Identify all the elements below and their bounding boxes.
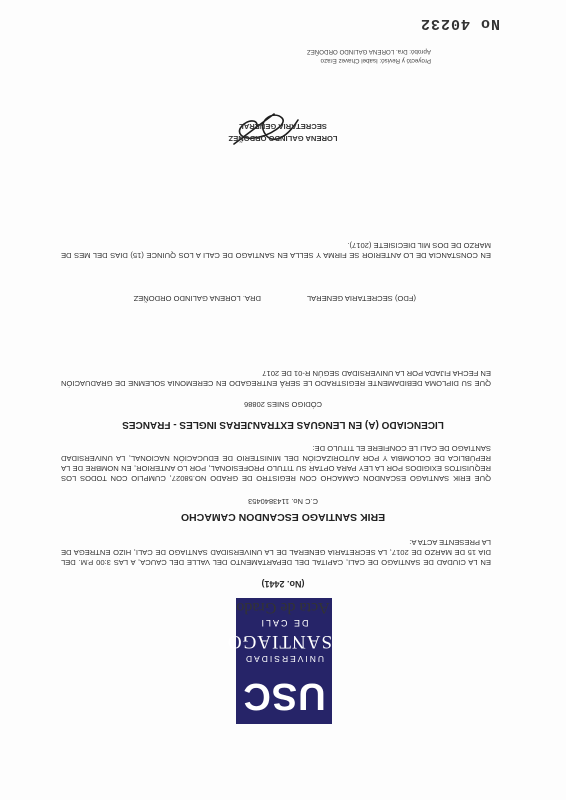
graduate-name: ERIK SANTIAGO ESCANDON CAMACHO xyxy=(180,511,386,523)
logo-acronym: USC xyxy=(242,675,326,717)
diploma-note: QUE SU DIPLOMA DEBIDAMENTE REGISTRADO LE SERÁ ENTREGADO EN CEREMONIA SOLEMNE DE GRADUACIÓN EN FECHA FIJADA POR LA UNIVERSIDAD SEGÚN R-01 DE 2017 xyxy=(61,369,491,388)
graduate-id: C.C No. 1143840453 xyxy=(248,497,318,506)
act-number: (No. 2441) xyxy=(261,579,305,589)
credits-approved: Aprobó: Dra. LORENA GALINDO ORDOÑEZ xyxy=(306,48,431,55)
logo-line-universidad: UNIVERSIDAD xyxy=(243,654,325,664)
body-paragraph: QUE ERIK SANTIAGO ESCANDON CAMACHO CON REGISTRO DE GRADO NO.58027, CUMPLIO CON TODOS LOS REQUISITOS EXIGIDOS POR LA LEY PARA OPTAR SU TITULO PROFESIONAL, POR LO ANTERIOR, EN NOMBRE DE LA REPÚBLICA DE COLOMBIA Y POR AUTORIZACIÓN DEL MINISTERIO DE EDUCACIÓN NACIONAL, LA UNIVERSIDAD SANTIAGO DE CALI LE CONFIERE EL TITULO DE: xyxy=(61,444,491,483)
document-title: Acta de Grado xyxy=(236,599,330,616)
logo-line-de-cali: DE CALI xyxy=(259,618,309,628)
snies-code: CÓDIGO SNIES 20886 xyxy=(244,400,322,409)
usc-logo xyxy=(226,598,332,724)
degree-title: LICENCIADO (A) EN LENGUAS EXTRANJERAS INGLES - FRANCES xyxy=(122,419,444,430)
intro-paragraph: EN LA CIUDAD DE SANTIAGO DE CALI, CAPITAL DEL DEPARTAMENTO DEL VALLE DEL CAUCA, A LAS 3:00 P.M. DEL DIA 15 DE MARZO DE 2017, LA SECRETARIA GENERAL DE LA UNIVERSIDAD SANTIAGO DE CALI, HIZO ENTREGA DE LA PRESENTE ACTA A: xyxy=(61,538,491,567)
secretary-name: LORENA GALINDO ORDOÑEZ xyxy=(228,134,338,143)
signature-label: (FDO) SECRETARIA GENERAL xyxy=(306,294,416,303)
closing-paragraph: EN CONSTANCIA DE LO ANTERIOR SE FIRMA Y SELLA EN SANTIAGO DE CALI A LOS QUINCE (15) DIAS DEL MES DE MARZO DE DOS MIL DIECISIETE (2017). xyxy=(61,241,491,260)
signature-name: DRA. LORENA GALINDO ORDOÑEZ xyxy=(133,294,261,303)
credits-prepared: Proyectó y Revisó: Isabel Chavez Erazo xyxy=(320,57,431,64)
secretary-role: SECRETARIA GENERAL xyxy=(239,122,327,131)
serial-number: No 40232 xyxy=(420,15,501,32)
logo-line-santiago: SANTIAGO xyxy=(226,631,332,652)
